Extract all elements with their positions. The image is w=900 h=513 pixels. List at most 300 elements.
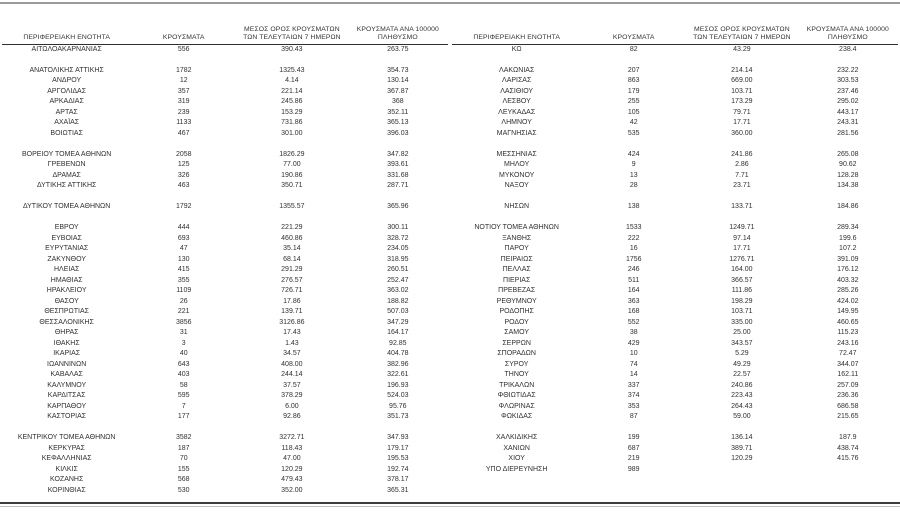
per100k-cell: 237.46 xyxy=(837,87,859,95)
cases-cell: 255 xyxy=(627,98,640,105)
region-cell: ΡΕΘΥΜΝΟΥ xyxy=(496,297,537,305)
per100k-cell: 686.58 xyxy=(837,402,859,410)
table-row xyxy=(452,76,898,87)
avg7-cell: 22.57 xyxy=(733,371,751,378)
region-cell: ΔΡΑΜΑΣ xyxy=(52,171,81,179)
avg7-cell: 120.29 xyxy=(731,455,753,462)
cases-cell: 246 xyxy=(627,266,640,273)
table-row xyxy=(2,118,448,129)
table-row xyxy=(2,360,448,371)
table-row xyxy=(2,244,448,255)
cases-cell: 3 xyxy=(181,339,186,347)
cases-cell: 82 xyxy=(629,45,638,53)
cases-cell: 16 xyxy=(629,245,638,252)
region-cell: ΙΚΑΡΙΑΣ xyxy=(53,350,81,357)
table-row xyxy=(452,118,898,129)
spacer-row xyxy=(2,192,448,203)
per100k-cell: 367.87 xyxy=(387,87,409,95)
region-cell: ΚΕΡΚΥΡΑΣ xyxy=(48,444,85,452)
table-row xyxy=(452,381,898,392)
avg7-cell: 301.00 xyxy=(281,129,303,137)
table-row xyxy=(452,66,898,77)
cases-cell: 177 xyxy=(177,413,190,420)
cases-cell: 511 xyxy=(628,276,640,284)
region-cell: ΚΕΦΑΛΛΗΝΙΑΣ xyxy=(41,455,92,462)
table-row xyxy=(2,391,448,402)
avg7-cell: 2.86 xyxy=(735,161,749,168)
per100k-cell: 260.51 xyxy=(387,266,409,273)
region-cell: ΗΜΑΘΙΑΣ xyxy=(50,276,83,284)
per100k-cell: 415.76 xyxy=(837,455,859,462)
table-row xyxy=(452,444,898,455)
avg7-cell: 133.71 xyxy=(731,203,753,210)
region-cell: ΚΩ xyxy=(511,45,522,53)
table-row xyxy=(452,244,898,255)
per100k-cell: 90.62 xyxy=(839,161,857,168)
table-row xyxy=(2,307,448,318)
avg7-cell: 366.57 xyxy=(731,276,753,284)
region-cell: ΣΕΡΡΩΝ xyxy=(502,339,531,347)
table-right-body xyxy=(452,44,898,496)
per100k-cell: 285.26 xyxy=(837,287,859,294)
table-row xyxy=(2,66,448,77)
table-row xyxy=(2,108,448,119)
avg7-cell: 352.00 xyxy=(281,486,303,494)
table-row xyxy=(452,129,898,140)
cases-cell: 353 xyxy=(627,402,640,410)
spacer-row xyxy=(452,139,898,150)
table-row xyxy=(2,171,448,182)
per100k-cell: 396.03 xyxy=(387,129,409,137)
table-row xyxy=(452,150,898,161)
avg7-cell: 240.86 xyxy=(731,381,753,389)
spacer-cell xyxy=(452,486,898,497)
per100k-cell: 243.31 xyxy=(837,119,859,126)
cases-cell: 1756 xyxy=(625,255,642,263)
avg7-cell: 669.00 xyxy=(731,77,753,84)
avg7-cell: 49.29 xyxy=(733,360,751,368)
table-row xyxy=(2,412,448,423)
avg7-cell: 360.00 xyxy=(731,129,753,137)
per100k-cell: 460.65 xyxy=(837,318,859,326)
avg7-cell: 335.00 xyxy=(731,318,753,326)
table-row xyxy=(2,465,448,476)
per100k-cell: 365.96 xyxy=(387,203,409,210)
region-cell: ΘΕΣΣΑΛΟΝΙΚΗΣ xyxy=(39,318,94,326)
avg7-cell: 4.14 xyxy=(285,77,299,84)
table-row xyxy=(2,234,448,245)
region-cell: ΝΟΤΙΟΥ ΤΟΜΕΑ ΑΘΗΝΩΝ xyxy=(474,224,559,231)
avg7-cell: 389.71 xyxy=(731,444,753,452)
table-row xyxy=(452,171,898,182)
top-rule xyxy=(0,2,900,4)
col-header-region: ΠΕΡΙΦΕΡΕΙΑΚΗ ΕΝΟΤΗΤΑ xyxy=(2,13,131,44)
avg7-cell xyxy=(686,465,798,476)
region-cell: ΜΥΚΟΝΟΥ xyxy=(498,171,535,179)
table-row xyxy=(452,339,898,350)
region-cell: ΧΑΛΚΙΔΙΚΗΣ xyxy=(496,434,538,441)
region-cell: ΑΡΚΑΔΙΑΣ xyxy=(49,98,84,105)
col-header-region: ΠΕΡΙΦΕΡΕΙΑΚΗ ΕΝΟΤΗΤΑ xyxy=(452,13,581,44)
per100k-cell: 289.34 xyxy=(837,224,859,231)
region-cell: ΚΟΖΑΝΗΣ xyxy=(50,476,84,483)
per100k-cell: 149.95 xyxy=(837,308,859,315)
table-row xyxy=(2,328,448,339)
table-row xyxy=(2,129,448,140)
per100k-cell: 215.65 xyxy=(837,413,859,420)
avg7-cell: 77.00 xyxy=(283,161,301,168)
avg7-cell: 35.14 xyxy=(283,245,301,252)
avg7-cell: 1355.57 xyxy=(279,203,305,210)
cases-cell: 138 xyxy=(627,203,640,210)
avg7-cell: 1325.43 xyxy=(279,66,305,74)
cases-cell: 989 xyxy=(627,465,640,473)
region-cell: ΒΟΙΩΤΙΑΣ xyxy=(50,129,83,137)
per100k-cell: 351.73 xyxy=(387,413,409,420)
avg7-cell: 264.43 xyxy=(731,402,753,410)
table-row xyxy=(452,234,898,245)
per100k-cell: 232.22 xyxy=(837,66,859,74)
cases-cell: 467 xyxy=(177,129,190,137)
per100k-cell: 365.31 xyxy=(387,486,409,494)
table-row xyxy=(452,402,898,413)
region-cell: ΙΘΑΚΗΣ xyxy=(53,339,80,347)
col-header-cases: ΚΡΟΥΣΜΑΤΑ xyxy=(131,13,236,44)
avg7-cell: 1826.29 xyxy=(279,150,305,158)
per100k-cell: 424.02 xyxy=(837,297,859,305)
cases-cell: 1133 xyxy=(176,119,192,126)
region-cell: ΛΕΣΒΟΥ xyxy=(502,98,531,105)
avg7-cell: 17.43 xyxy=(283,329,301,336)
avg7-cell: 153.29 xyxy=(281,108,303,116)
regional-cases-table-right xyxy=(452,13,898,496)
table-row xyxy=(452,454,898,465)
cases-cell: 1782 xyxy=(175,66,192,74)
per100k-cell: 199.6 xyxy=(839,234,857,242)
cases-cell: 337 xyxy=(627,381,640,389)
cases-cell: 105 xyxy=(627,108,640,116)
region-cell: ΝΗΣΩΝ xyxy=(504,203,530,210)
avg7-cell: 43.29 xyxy=(733,45,751,53)
spacer-cell xyxy=(2,192,448,203)
region-cell: ΚΟΡΙΝΘΙΑΣ xyxy=(47,486,86,494)
table-row xyxy=(452,465,898,476)
table-row xyxy=(452,202,898,213)
table-row xyxy=(452,328,898,339)
avg7-cell: 136.14 xyxy=(731,434,753,441)
avg7-cell: 726.71 xyxy=(281,287,303,294)
table-row xyxy=(2,486,448,497)
avg7-cell: 241.86 xyxy=(731,150,753,158)
per100k-cell: 196.93 xyxy=(387,381,409,389)
avg7-cell: 198.29 xyxy=(731,297,753,305)
region-cell: ΔΥΤΙΚΗΣ ΑΤΤΙΚΗΣ xyxy=(36,182,97,189)
per100k-cell: 164.17 xyxy=(387,329,409,336)
table-row xyxy=(2,223,448,234)
cases-cell: 595 xyxy=(177,392,190,399)
spacer-row xyxy=(2,139,448,150)
table-row xyxy=(452,276,898,287)
region-cell: ΘΑΣΟΥ xyxy=(54,297,79,305)
spacer-row xyxy=(452,55,898,66)
cases-cell: 70 xyxy=(179,455,188,462)
cases-cell: 130 xyxy=(177,255,190,263)
table-row xyxy=(2,297,448,308)
region-cell: ΑΙΤΩΛΟΑΚΑΡΝΑΝΙΑΣ xyxy=(31,45,102,53)
avg7-cell: 1249.71 xyxy=(729,224,755,231)
table-row xyxy=(452,307,898,318)
table-row xyxy=(2,87,448,98)
region-cell: ΑΝΔΡΟΥ xyxy=(52,77,82,84)
per100k-cell: 257.09 xyxy=(837,381,859,389)
per100k-cell: 287.71 xyxy=(387,182,409,189)
cases-cell: 199 xyxy=(627,434,640,441)
region-cell: ΚΕΝΤΡΙΚΟΥ ΤΟΜΕΑ ΑΘΗΝΩΝ xyxy=(17,434,116,441)
cases-cell: 355 xyxy=(177,276,190,284)
region-cell: ΤΗΝΟΥ xyxy=(504,371,529,378)
cases-cell: 14 xyxy=(629,371,638,378)
avg7-cell: 97.14 xyxy=(733,234,751,242)
per100k-cell: 507.03 xyxy=(387,308,409,315)
per100k-cell: 195.53 xyxy=(387,455,409,462)
cases-cell: 125 xyxy=(177,161,190,168)
per100k-cell: 295.02 xyxy=(837,98,859,105)
avg7-cell: 79.71 xyxy=(733,108,751,116)
cases-cell: 535 xyxy=(627,129,640,137)
region-cell: ΦΩΚΙΔΑΣ xyxy=(501,413,533,420)
table-left-header xyxy=(2,13,448,44)
region-cell: ΤΡΙΚΑΛΩΝ xyxy=(499,381,535,389)
bottom-rule xyxy=(0,502,900,504)
avg7-cell: 3272.71 xyxy=(279,434,305,441)
region-cell: ΚΙΛΚΙΣ xyxy=(55,465,78,473)
table-left-body xyxy=(2,44,448,496)
per100k-cell: 322.61 xyxy=(387,371,409,378)
bottom-rule-secondary xyxy=(0,506,900,507)
per100k-cell: 176.12 xyxy=(837,266,859,273)
table-row xyxy=(2,97,448,108)
spacer-cell xyxy=(452,423,898,434)
per100k-cell: 303.53 xyxy=(837,77,859,84)
cases-cell: 429 xyxy=(627,339,640,347)
cases-cell: 7 xyxy=(181,402,186,410)
avg7-cell: 118.43 xyxy=(281,444,303,452)
avg7-cell: 68.14 xyxy=(283,255,301,263)
spacer-cell xyxy=(452,55,898,66)
per100k-cell: 134.38 xyxy=(837,182,859,189)
region-cell: ΙΩΑΝΝΙΝΩΝ xyxy=(47,360,87,368)
cases-cell: 863 xyxy=(627,77,640,84)
avg7-cell: 223.43 xyxy=(731,392,753,399)
avg7-cell: 34.57 xyxy=(283,350,301,357)
spacer-cell xyxy=(452,192,898,203)
per100k-cell: 347.29 xyxy=(387,318,409,326)
cases-cell: 179 xyxy=(627,87,640,95)
avg7-cell: 3126.86 xyxy=(279,318,305,326)
avg7-cell: 221.29 xyxy=(281,224,303,231)
region-cell: ΠΕΛΛΑΣ xyxy=(502,266,531,273)
table-row xyxy=(2,402,448,413)
table-row xyxy=(452,255,898,266)
per100k-cell: 300.11 xyxy=(387,224,409,231)
cases-cell: 643 xyxy=(177,360,190,368)
avg7-cell: 23.71 xyxy=(733,182,751,189)
avg7-cell: 6.00 xyxy=(285,402,299,410)
region-cell: ΚΑΡΠΑΘΟΥ xyxy=(47,402,87,410)
cases-cell: 693 xyxy=(177,234,190,242)
region-cell: ΠΡΕΒΕΖΑΣ xyxy=(498,287,536,294)
region-cell: ΜΗΛΟΥ xyxy=(504,161,530,168)
table-left xyxy=(2,13,448,496)
per100k-cell: 347.82 xyxy=(387,150,409,158)
avg7-cell: 17.86 xyxy=(283,297,301,305)
per100k-cell: 443.17 xyxy=(837,108,859,116)
avg7-cell: 25.00 xyxy=(733,329,751,336)
avg7-cell: 17.71 xyxy=(733,119,751,126)
region-cell: ΓΡΕΒΕΝΩΝ xyxy=(47,161,86,168)
cases-cell: 319 xyxy=(177,98,190,105)
table-row xyxy=(452,360,898,371)
table-row xyxy=(452,433,898,444)
avg7-cell: 139.71 xyxy=(281,308,303,315)
region-cell: ΛΑΣΙΘΙΟΥ xyxy=(500,87,534,95)
avg7-cell: 164.00 xyxy=(731,266,753,273)
per100k-cell: 234.05 xyxy=(387,245,409,252)
avg7-cell: 1.43 xyxy=(285,339,299,347)
region-cell: ΚΑΡΔΙΤΣΑΣ xyxy=(47,392,86,399)
region-cell: ΘΗΡΑΣ xyxy=(54,329,79,336)
per100k-cell: 238.4 xyxy=(839,45,857,53)
table-row xyxy=(2,160,448,171)
region-cell: ΕΥΡΥΤΑΝΙΑΣ xyxy=(45,245,89,252)
avg7-cell: 103.71 xyxy=(731,308,753,315)
region-cell: ΑΧΑΪΑΣ xyxy=(54,119,80,126)
regional-cases-table-left xyxy=(2,13,448,496)
per100k-cell: 347.93 xyxy=(387,434,409,441)
avg7-cell: 479.43 xyxy=(281,476,303,483)
per100k-cell: 252.47 xyxy=(387,276,409,284)
cases-cell: 687 xyxy=(627,444,640,452)
spacer-cell xyxy=(452,139,898,150)
per100k-cell: 263.75 xyxy=(387,45,409,53)
per100k-cell: 363.02 xyxy=(387,287,409,294)
table-row xyxy=(2,265,448,276)
avg7-cell: 120.29 xyxy=(281,465,303,473)
per100k-cell: 403.32 xyxy=(837,276,859,284)
table-row xyxy=(452,223,898,234)
cases-cell: 403 xyxy=(177,371,190,378)
region-cell: ΗΡΑΚΛΕΙΟΥ xyxy=(46,287,87,294)
region-cell: ΣΑΜΟΥ xyxy=(504,329,530,336)
region-cell: ΚΑΣΤΟΡΙΑΣ xyxy=(47,413,87,420)
spacer-row xyxy=(2,55,448,66)
cases-cell: 1533 xyxy=(625,224,642,231)
spacer-cell xyxy=(452,213,898,224)
table-row xyxy=(2,370,448,381)
per100k-cell: 354.73 xyxy=(387,66,409,74)
cases-cell: 326 xyxy=(177,171,190,179)
col-header-avg7: ΜΕΣΟΣ ΟΡΟΣ ΚΡΟΥΣΜΑΤΩΝ ΤΩΝ ΤΕΛΕΥΤΑΙΩΝ 7 ΗΜΕΡΩΝ xyxy=(686,13,798,44)
region-cell: ΑΝΑΤΟΛΙΚΗΣ ΑΤΤΙΚΗΣ xyxy=(29,66,104,74)
table-row xyxy=(2,318,448,329)
cases-cell: 12 xyxy=(179,77,188,84)
region-cell: ΦΘΙΩΤΙΔΑΣ xyxy=(497,392,536,399)
cases-cell: 164 xyxy=(627,287,640,294)
region-cell: ΡΟΔΟΠΗΣ xyxy=(499,308,534,315)
cases-cell: 415 xyxy=(177,266,190,273)
spacer-row xyxy=(2,423,448,434)
spacer-cell xyxy=(2,423,448,434)
region-cell: ΠΕΙΡΑΙΩΣ xyxy=(500,255,533,263)
table-row xyxy=(452,160,898,171)
avg7-cell: 460.86 xyxy=(281,234,303,242)
cases-cell: 155 xyxy=(177,465,190,473)
avg7-cell: 92.86 xyxy=(283,413,301,420)
table-row xyxy=(2,444,448,455)
cases-cell: 26 xyxy=(179,297,188,305)
avg7-cell: 47.00 xyxy=(283,455,301,462)
table-row xyxy=(452,87,898,98)
cases-cell: 530 xyxy=(177,486,190,494)
region-cell: ΛΑΚΩΝΙΑΣ xyxy=(499,66,535,74)
table-row xyxy=(452,44,898,55)
cases-cell: 363 xyxy=(627,297,640,305)
cases-cell: 424 xyxy=(627,150,640,158)
avg7-cell: 221.14 xyxy=(281,87,303,95)
cases-cell: 463 xyxy=(177,182,190,189)
table-right xyxy=(452,13,898,496)
table-row xyxy=(452,412,898,423)
cases-cell: 568 xyxy=(177,476,190,483)
cases-cell: 168 xyxy=(627,308,640,315)
region-cell: ΧΙΟΥ xyxy=(508,455,525,462)
cases-cell: 3856 xyxy=(175,318,192,326)
per100k-cell: 184.86 xyxy=(837,203,859,210)
spacer-cell xyxy=(2,139,448,150)
region-cell: ΦΛΩΡΙΝΑΣ xyxy=(498,402,535,410)
spacer-cell xyxy=(452,475,898,486)
cases-cell: 207 xyxy=(627,66,640,74)
table-row xyxy=(2,202,448,213)
table-row xyxy=(2,475,448,486)
per100k-cell: 368 xyxy=(391,98,404,105)
per100k-cell: 404.78 xyxy=(387,350,409,357)
avg7-cell: 173.29 xyxy=(731,98,753,105)
cases-cell: 74 xyxy=(629,360,638,368)
per100k-cell: 365.13 xyxy=(387,119,409,126)
cases-cell: 239 xyxy=(177,108,190,116)
table-row xyxy=(452,318,898,329)
spacer-row xyxy=(452,192,898,203)
table-row xyxy=(2,181,448,192)
region-cell: ΕΒΡΟΥ xyxy=(54,224,79,231)
spacer-cell xyxy=(2,213,448,224)
table-row xyxy=(452,297,898,308)
region-cell: ΚΑΛΥΜΝΟΥ xyxy=(47,381,87,389)
col-header-per100k: ΚΡΟΥΣΜΑΤΑ ΑΝΑ 100000 ΠΛΗΘΥΣΜΟ xyxy=(348,13,448,44)
cases-cell: 222 xyxy=(627,234,640,242)
region-cell: ΞΑΝΘΗΣ xyxy=(502,234,532,242)
region-cell: ΜΑΓΝΗΣΙΑΣ xyxy=(496,129,537,137)
spacer-row xyxy=(2,213,448,224)
col-header-cases: ΚΡΟΥΣΜΑΤΑ xyxy=(581,13,686,44)
table-row xyxy=(452,97,898,108)
cases-cell: 444 xyxy=(177,224,190,231)
spacer-row xyxy=(452,486,898,497)
per100k-cell: 393.61 xyxy=(387,161,409,168)
avg7-cell: 390.43 xyxy=(281,45,303,53)
region-cell: ΝΑΞΟΥ xyxy=(504,182,529,189)
